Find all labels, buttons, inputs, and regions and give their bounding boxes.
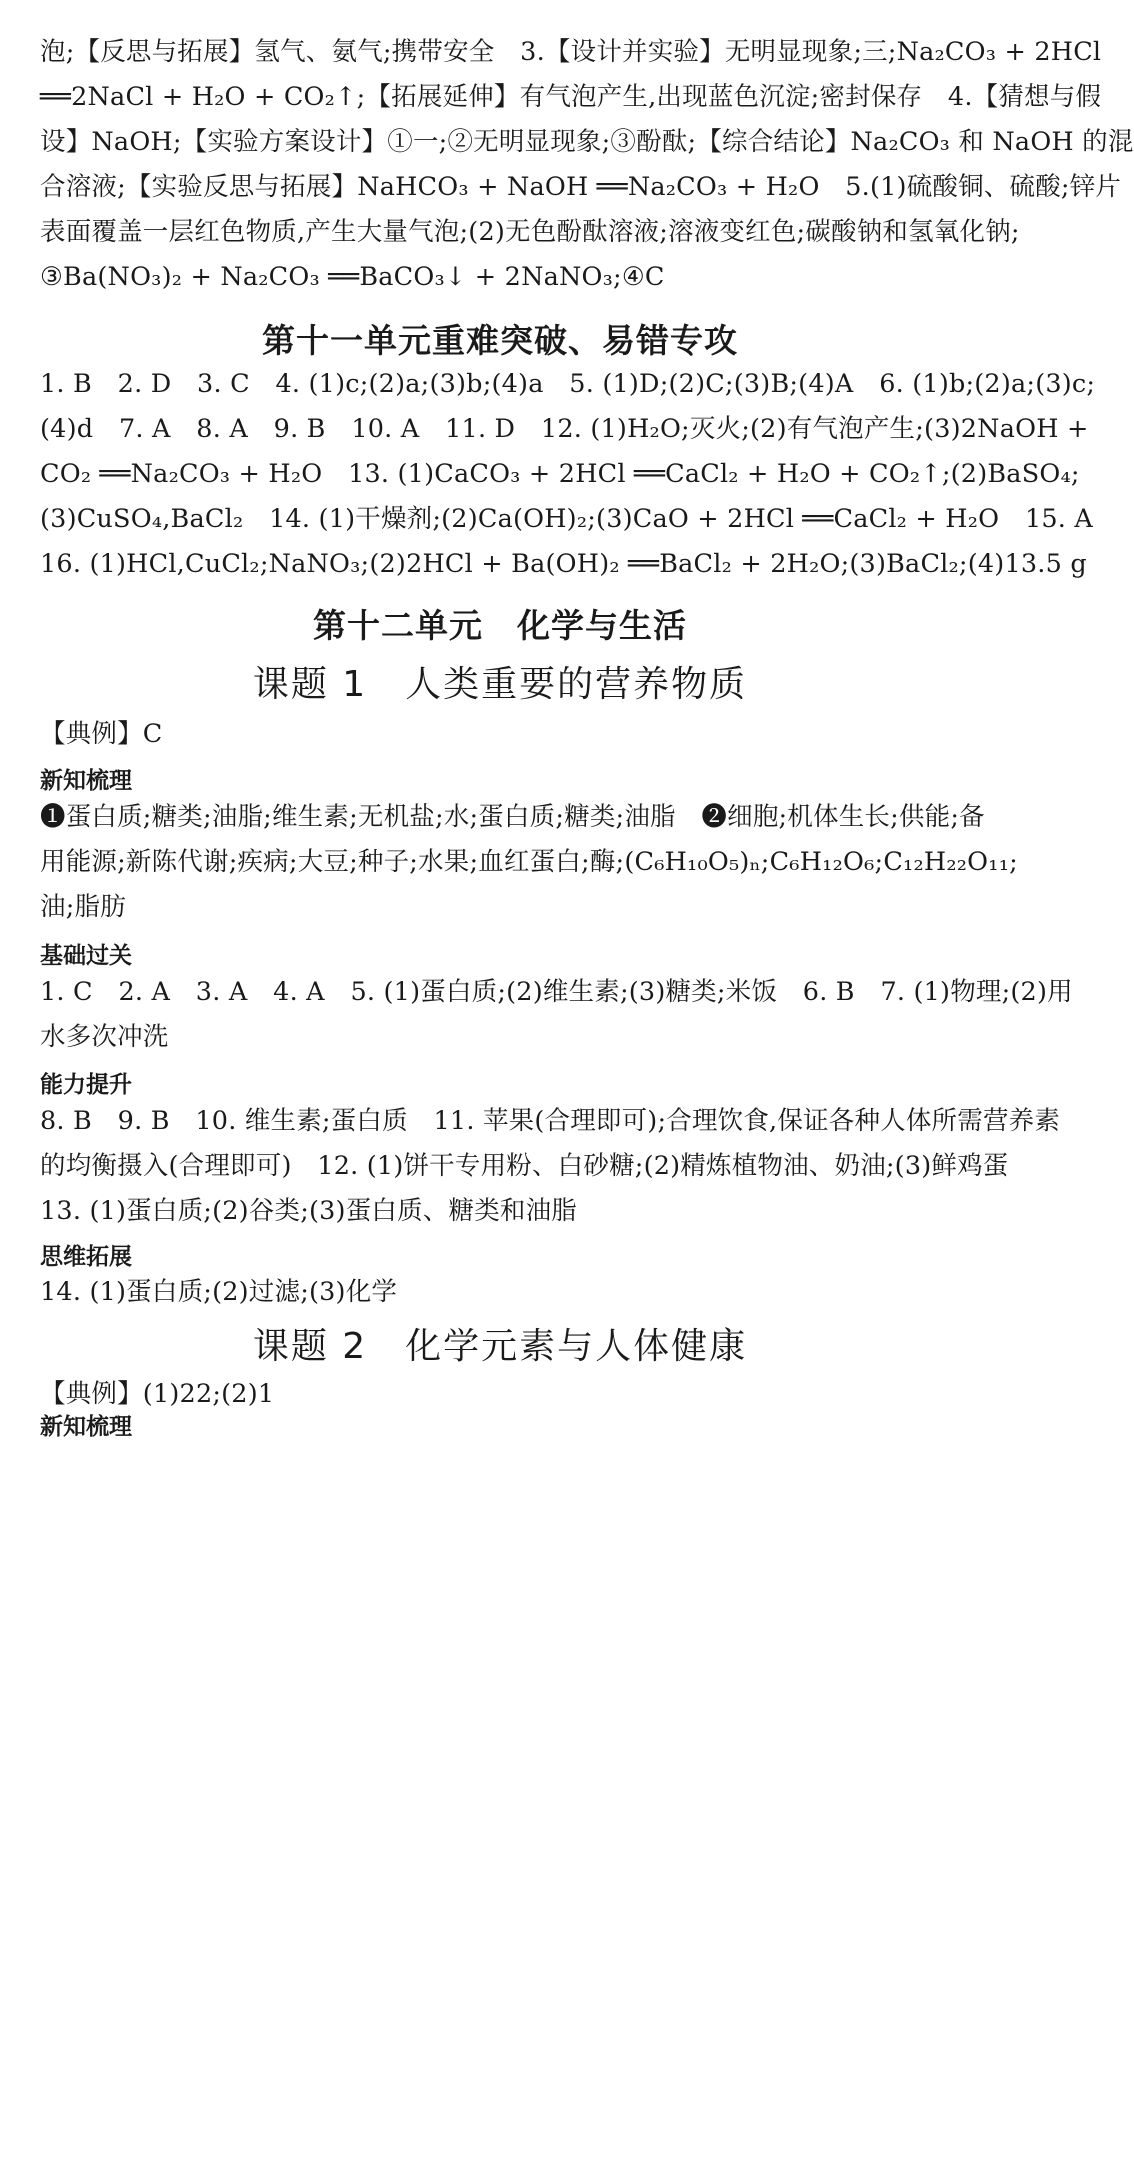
unit12-title: 第十二单元 化学与生活 bbox=[313, 606, 687, 645]
text-line: 设】NaOH;【实验方案设计】①一;②无明显现象;③酚酞;【综合结论】Na₂CO₃ 和 NaOH 的混 bbox=[40, 127, 1134, 157]
text-line: (3)CuSO₄,BaCl₂ 14. (1)干燥剂;(2)Ca(OH)₂;(3)CaO + 2HCl ══CaCl₂ + H₂O 15. A bbox=[40, 504, 1094, 534]
unit11-special-title: 第十一单元重难突破、易错专攻 bbox=[262, 321, 738, 360]
text-line: 14. (1)蛋白质;(2)过滤;(3)化学 bbox=[40, 1277, 398, 1307]
text-line: 【典例】C bbox=[40, 719, 163, 749]
text-line: 油;脂肪 bbox=[40, 892, 126, 922]
lesson1-title: 课题 1 人类重要的营养物质 bbox=[252, 664, 748, 705]
section-heading: 新知梳理 bbox=[40, 768, 132, 794]
text-line: 泡;【反思与拓展】氢气、氨气;携带安全 3.【设计并实验】无明显现象;三;Na₂CO₃ + 2HCl bbox=[40, 37, 1102, 67]
text-line: 8. B 9. B 10. 维生素;蛋白质 11. 苹果(合理即可);合理饮食,保证各种人体所需营养素 bbox=[40, 1106, 1061, 1136]
text-line: 水多次冲洗 bbox=[40, 1022, 169, 1052]
text-line: 1. C 2. A 3. A 4. A 5. (1)蛋白质;(2)维生素;(3)糖类;米饭 6. B 7. (1)物理;(2)用 bbox=[40, 977, 1073, 1007]
text-line: ❶蛋白质;糖类;油脂;维生素;无机盐;水;蛋白质;糖类;油脂 ❷细胞;机体生长;供能;备 bbox=[40, 802, 985, 832]
section-heading: 思维拓展 bbox=[40, 1244, 132, 1270]
section-heading: 基础过关 bbox=[40, 943, 132, 969]
lesson2-title: 课题 2 化学元素与人体健康 bbox=[252, 1326, 748, 1367]
text-line: 1. B 2. D 3. C 4. (1)c;(2)a;(3)b;(4)a 5. (1)D;(2)C;(3)B;(4)A 6. (1)b;(2)a;(3)c; bbox=[40, 369, 1096, 399]
section-heading: 新知梳理 bbox=[40, 1414, 132, 1440]
text-line: CO₂ ══Na₂CO₃ + H₂O 13. (1)CaCO₃ + 2HCl ══CaCl₂ + H₂O + CO₂↑;(2)BaSO₄; bbox=[40, 459, 1080, 489]
text-line: 【典例】(1)22;(2)1 bbox=[40, 1379, 275, 1409]
text-line: ══2NaCl + H₂O + CO₂↑;【拓展延伸】有气泡产生,出现蓝色沉淀;密封保存 4.【猜想与假 bbox=[40, 82, 1102, 112]
text-line: ③Ba(NO₃)₂ + Na₂CO₃ ══BaCO₃↓ + 2NaNO₃;④C bbox=[40, 262, 665, 292]
text-line: (4)d 7. A 8. A 9. B 10. A 11. D 12. (1)H₂O;灭火;(2)有气泡产生;(3)2NaOH + bbox=[40, 414, 1089, 444]
section-heading: 能力提升 bbox=[40, 1072, 132, 1098]
text-line: 合溶液;【实验反思与拓展】NaHCO₃ + NaOH ══Na₂CO₃ + H₂O 5.(1)硫酸铜、硫酸;锌片 bbox=[40, 172, 1122, 202]
text-line: 16. (1)HCl,CuCl₂;NaNO₃;(2)2HCl + Ba(OH)₂ ══BaCl₂ + 2H₂O;(3)BaCl₂;(4)13.5 g bbox=[40, 549, 1087, 579]
text-line: 用能源;新陈代谢;疾病;大豆;种子;水果;血红蛋白;酶;(C₆H₁₀O₅)ₙ;C₆H₁₂O₆;C₁₂H₂₂O₁₁; bbox=[40, 847, 1018, 877]
text-line: 的均衡摄入(合理即可) 12. (1)饼干专用粉、白砂糖;(2)精炼植物油、奶油;(3)鲜鸡蛋 bbox=[40, 1151, 1009, 1181]
text-line: 表面覆盖一层红色物质,产生大量气泡;(2)无色酚酞溶液;溶液变红色;碳酸钠和氢氧化钠; bbox=[40, 217, 1020, 247]
text-line: 13. (1)蛋白质;(2)谷类;(3)蛋白质、糖类和油脂 bbox=[40, 1196, 578, 1226]
